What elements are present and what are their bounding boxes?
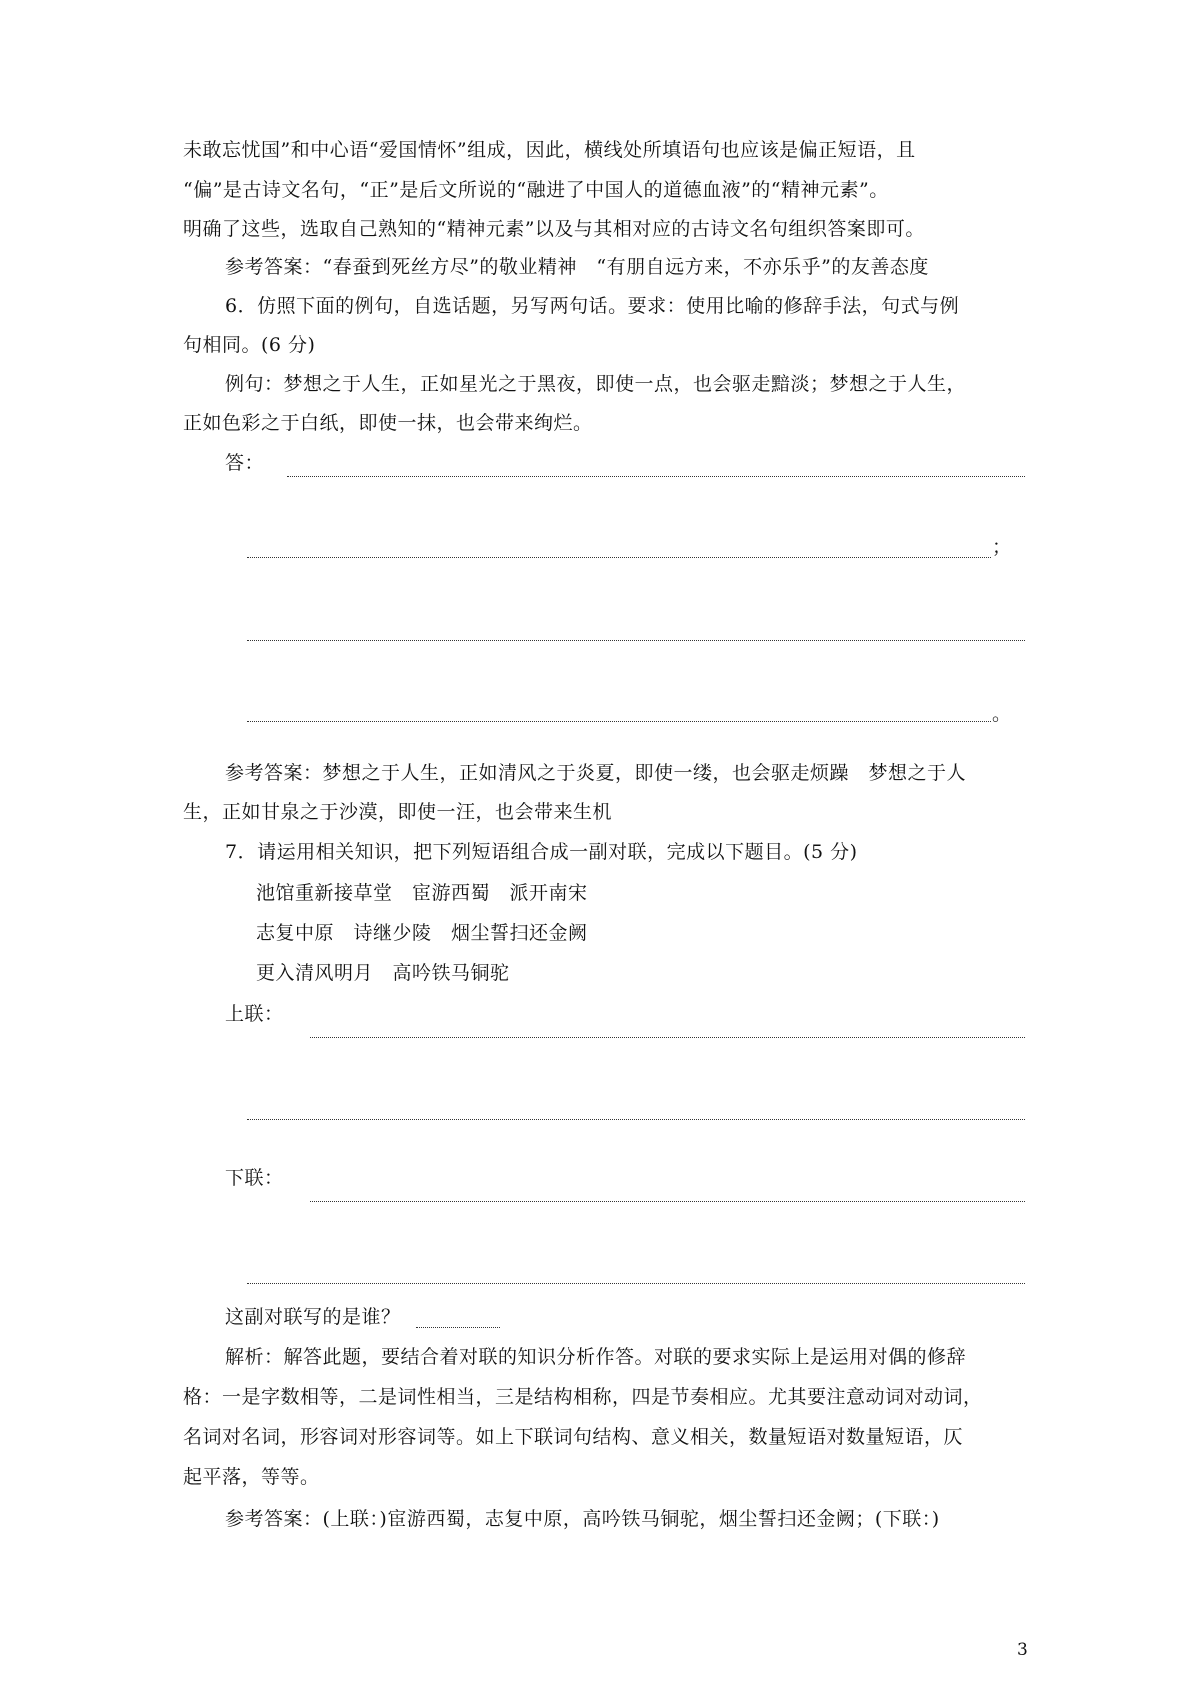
- lower-couplet-blank[interactable]: [247, 1283, 1025, 1284]
- example-sentence: 例句：梦想之于人生，正如星光之于黑夜，即使一点，也会驱走黯淡；梦想之于人生，: [225, 373, 967, 395]
- reference-answer-5: 参考答案：“春蚕到死丝方尽”的敬业精神 “有朋自远方来，不亦乐乎”的友善态度: [225, 256, 929, 278]
- reference-answer-6: 参考答案：梦想之于人生，正如清风之于炎夏，即使一缕，也会驱走烦躁 梦想之于人: [225, 762, 967, 784]
- analysis-text-line: 明确了这些，选取自己熟知的“精神元素”以及与其相对应的古诗文名句组织答案即可。: [183, 218, 925, 240]
- period-mark: 。: [992, 703, 1012, 725]
- analysis-7-text: 解析：解答此题，要结合着对联的知识分析作答。对联的要求实际上是运用对偶的修辞: [225, 1346, 967, 1368]
- answer-blank-line[interactable]: [247, 640, 1025, 641]
- reference-answer-7: 参考答案：(上联：)宦游西蜀，志复中原，高吟铁马铜驼，烟尘誓扫还金阙；(下联：): [225, 1508, 940, 1530]
- upper-couplet-blank[interactable]: [247, 1119, 1025, 1120]
- question-6-text: 句相同。(6 分): [183, 334, 316, 356]
- answer-blank-line[interactable]: [247, 721, 991, 722]
- semicolon-mark: ；: [992, 536, 1012, 558]
- analysis-text-line: “偏”是古诗文名句，“正”是后文所说的“融进了中国人的道德血液”的“精神元素”。: [183, 179, 889, 201]
- upper-couplet-blank[interactable]: [310, 1037, 1025, 1038]
- phrase-list-line: 池馆重新接草堂 宦游西蜀 派开南宋: [256, 882, 588, 904]
- analysis-7-text: 格：一是字数相等，二是词性相当，三是结构相称，四是节奏相应。尤其要注意动词对动词，: [183, 1386, 983, 1408]
- analysis-7-text: 名词对名词，形容词对形容词等。如上下联词句结构、意义相关，数量短语对数量短语，仄: [183, 1426, 964, 1448]
- analysis-7-text: 起平落，等等。: [183, 1466, 320, 1488]
- lower-couplet-label: 下联：: [225, 1167, 284, 1189]
- lower-couplet-blank[interactable]: [310, 1201, 1025, 1202]
- who-answer-blank[interactable]: [416, 1327, 500, 1328]
- question-6-text: 6．仿照下面的例句，自选话题，另写两句话。要求：使用比喻的修辞手法，句式与例: [225, 295, 960, 317]
- phrase-list-line: 更入清风明月 高吟铁马铜驼: [256, 962, 510, 984]
- answer-blank-line[interactable]: [247, 557, 991, 558]
- answer-blank-line[interactable]: [287, 476, 1025, 477]
- example-sentence: 正如色彩之于白纸，即使一抹，也会带来绚烂。: [183, 412, 593, 434]
- analysis-text-line: 未敢忘忧国”和中心语“爱国情怀”组成，因此，横线处所填语句也应该是偏正短语，且: [183, 139, 916, 161]
- reference-answer-6: 生，正如甘泉之于沙漠，即使一汪，也会带来生机: [183, 801, 613, 823]
- upper-couplet-label: 上联：: [225, 1003, 284, 1025]
- answer-label: 答：: [225, 452, 265, 474]
- who-question: 这副对联写的是谁？: [225, 1306, 401, 1328]
- phrase-list-line: 志复中原 诗继少陵 烟尘誓扫还金阙: [256, 922, 588, 944]
- page-number: 3: [1017, 1640, 1028, 1660]
- question-7-text: 7．请运用相关知识，把下列短语组合成一副对联，完成以下题目。(5 分): [225, 841, 858, 863]
